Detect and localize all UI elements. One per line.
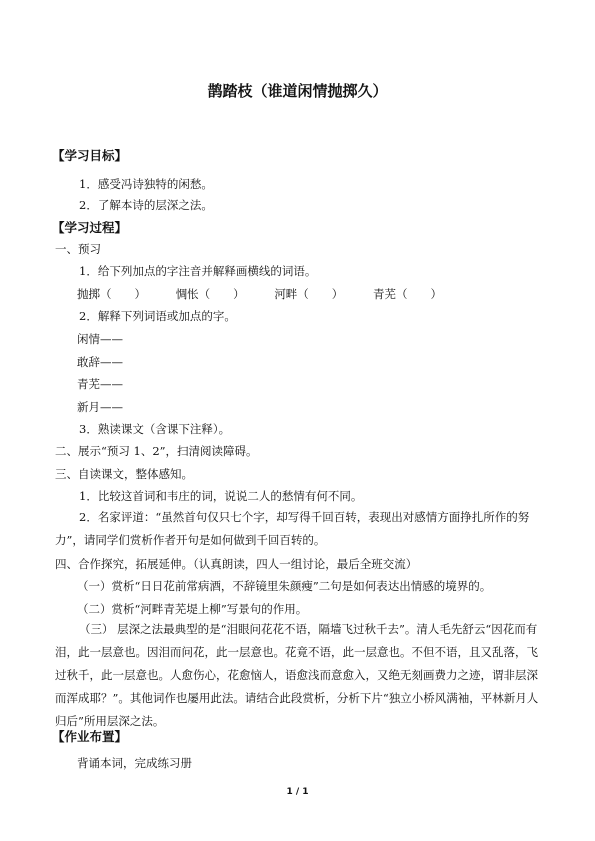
part1-heading: 一、预习 xyxy=(55,242,101,256)
vocab-list xyxy=(77,286,468,302)
part4-heading: 四、合作探究，拓展延伸。（认真朗读，四人一组讨论，最后全班交流） xyxy=(55,557,418,571)
part1-question-1: 1．给下列加点的字注音并解释画横线的词语。 xyxy=(79,264,317,278)
part4-item-2: （二）赏析“河畔青芜堤上柳”写景句的作用。 xyxy=(77,602,308,616)
goals-heading: 【学习目标】 xyxy=(52,148,128,163)
part3-question-2: 2．名家评道：“虽然首句仅只七个字，却写得千回百转，表现出对感情方面挣扎所作的努力”，请同学们赏析作者开句是如何做到千回百转的。 xyxy=(55,510,530,547)
page-title: 鹊踏枝（谁道闲情抛掷久） xyxy=(207,82,388,100)
term-item: 青芜—— xyxy=(77,377,123,391)
term-item: 新月—— xyxy=(77,400,123,414)
part2-heading: 二、展示“预习 1、2”，扫清阅读障碍。 xyxy=(55,444,258,458)
part3-question-1: 1．比较这首词和韦庄的词，说说二人的愁情有何不同。 xyxy=(79,489,363,503)
part4-item-1: （一）赏析“日日花前常病酒，不辞镜里朱颜瘦”二句是如何表达出情感的境界的。 xyxy=(77,579,492,593)
term-item: 闲情—— xyxy=(77,332,123,346)
vocab-item: 青芜（ ） xyxy=(372,287,442,301)
vocab-item: 惆怅（ ） xyxy=(175,287,245,301)
term-item: 敢辞—— xyxy=(77,355,123,369)
part1-question-3: 3．熟读课文（含课下注释）。 xyxy=(79,422,231,436)
part1-question-2: 2．解释下列词语或加点的字。 xyxy=(79,309,236,323)
part3-heading: 三、自读课文，整体感知。 xyxy=(55,467,193,481)
part4-item-3: （三） 层深之法最典型的是“泪眼问花花不语，隔墙飞过秋千去”。清人毛先舒云“因花而有泪，此一层意也。因泪而问花，此一层意也。花竟不语，此一层意也。不但不语，且又乱落，飞过秋千，此一层意也。人愈伤心，花愈恼人，语愈浅而意愈入，又绝无刻画费力之迹，谓非层深而浑成耶？”。其他词作也屡用此法。请结合此段赏析，分析下片“独立小桥风满袖，平林新月人归后”所用层深之法。 xyxy=(55,622,539,728)
vocab-item: 河畔（ ） xyxy=(274,287,344,301)
goal-item-2: 2．了解本诗的层深之法。 xyxy=(79,198,213,212)
page-number: 1 / 1 xyxy=(286,787,309,797)
vocab-item: 抛掷（ ） xyxy=(77,287,146,301)
goal-item-1: 1．感受冯诗独特的闲愁。 xyxy=(79,177,213,191)
homework-text: 背诵本词，完成练习册 xyxy=(77,756,192,770)
process-heading: 【学习过程】 xyxy=(52,220,128,235)
homework-heading: 【作业布置】 xyxy=(52,729,128,744)
